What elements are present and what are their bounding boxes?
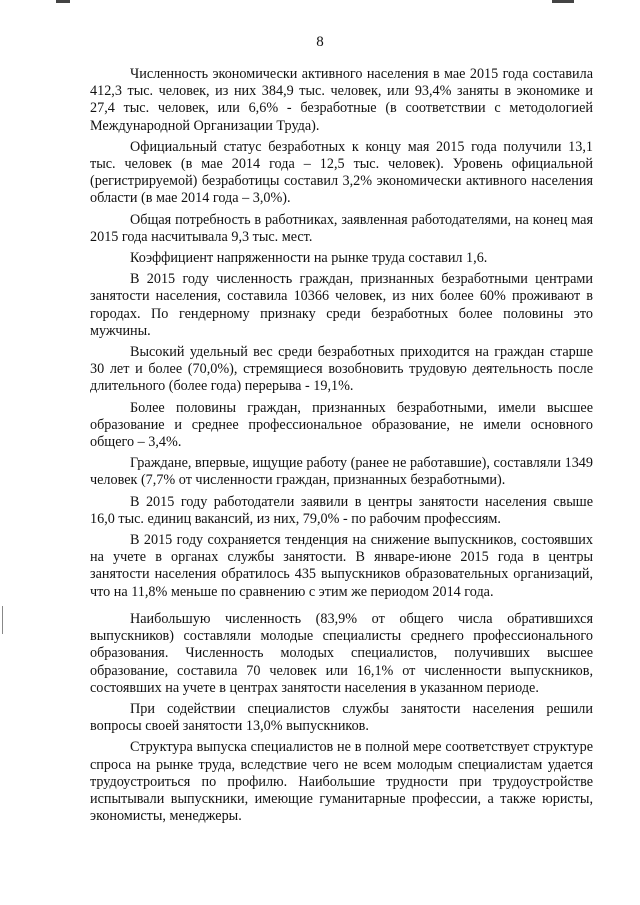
paragraph-official-status: Официальный статус безработных к концу мая 2015 года получили 13,1 тыс. человек (в мае 2014 года – 12,5 тыс. человек). Уровень официальной (регистрируемой) безработицы составил 3,2% экономически активного населения области (в мае 2014 года – 3,0%). xyxy=(90,138,593,207)
page-number: 8 xyxy=(316,34,324,50)
scan-mark-top-right xyxy=(552,0,574,3)
scan-mark-top-left xyxy=(56,0,70,3)
paragraph-graduates-employed: При содействии специалистов службы занятости населения решили вопросы своей занятости 13,0% выпускников. xyxy=(90,700,593,735)
paragraph-unemployed-count: В 2015 году численность граждан, признанных безработными центрами занятости населения, составила 10366 человек, из них более 60% проживают в городах. По гендерному признаку среди безработных более половины это мужчины. xyxy=(90,271,593,339)
paragraph-graduates-trend: В 2015 году сохраняется тенденция на снижение выпускников, состоявших на учете в органах службы занятости. В январе-июне 2015 года в центры занятости населения обратилось 435 выпускников образовательных организаций, что на 11,8% меньше по сравнению с этим же периодом 2014 года. xyxy=(90,532,593,600)
paragraph-structure-mismatch: Структура выпуска специалистов не в полной мере соответствует структуре спроса на рынке труда, вследствие чего не всем молодым специалистам удается трудоустроиться по профилю. Наибольшие трудности при трудоустройстве испытывали выпускники, имеющие гуманитарные профессии, а также юристы, экономисты, менеджеры. xyxy=(90,739,593,825)
paragraph-first-time-seekers: Граждане, впервые, ищущие работу (ранее не работавшие), составляли 1349 человек (7,7% от численности граждан, признанных безработными). xyxy=(90,455,593,489)
scan-mark-left-edge xyxy=(2,606,3,634)
paragraph-vacancies: В 2015 году работодатели заявили в центры занятости населения свыше 16,0 тыс. единиц вакансий, из них, 79,0% - по рабочим профессиям. xyxy=(90,493,593,527)
paragraph-tension-coefficient: Коэффициент напряженности на рынке труда составил 1,6. xyxy=(130,250,488,267)
document-body xyxy=(90,66,593,829)
paragraph-education: Более половины граждан, признанных безработными, имели высшее образование и среднее профессиональное образование, не имели основного общего – 3,4%. xyxy=(90,399,593,451)
paragraph-total-demand: Общая потребность в работниках, заявленная работодателями, на конец мая 2015 года насчитывала 9,3 тыс. мест. xyxy=(90,211,593,245)
paragraph-economically-active: Численность экономически активного населения в мае 2015 года составила 412,3 тыс. человек, из них 384,9 тыс. человек, или 93,4% заняты в экономике и 27,4 тыс. человек, или 6,6% - безработные (в соответствии с методологией Международной Организации Труда). xyxy=(90,66,593,134)
paragraph-age-share: Высокий удельный вес среди безработных приходится на граждан старше 30 лет и более (70,0%), стремящиеся возобновить трудовую деятельность после длительного (более года) перерыва - 19,1%. xyxy=(90,344,593,395)
paragraph-young-specialists: Наибольшую численность (83,9% от общего числа обратившихся выпускников) составляли молодые специалисты среднего профессионального образования. Численность молодых специалистов, получивших высшее образование, составила 70 человек или 16,1% от численности выпускников, состоявших на учете в центрах занятости населения в указанном периоде. xyxy=(90,610,593,696)
